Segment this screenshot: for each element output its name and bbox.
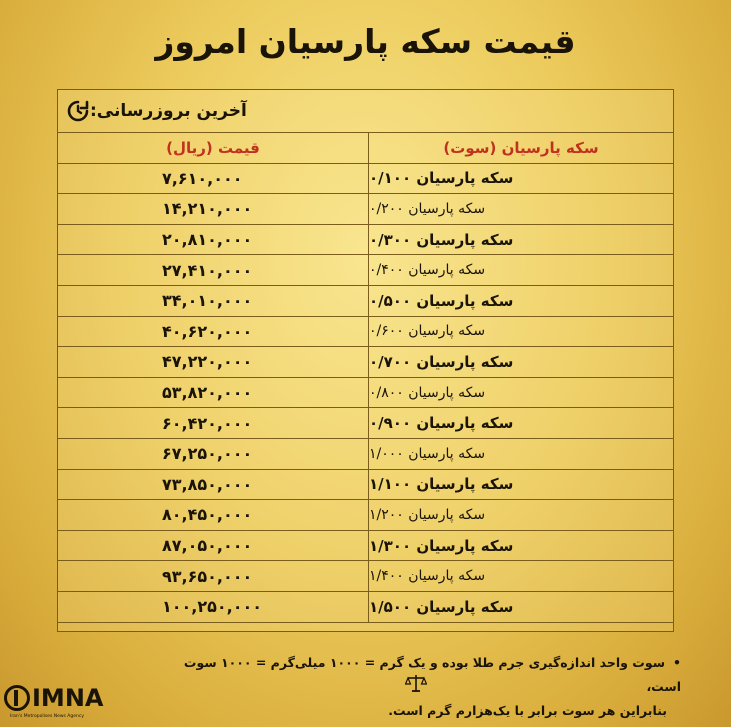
price-cell: ۵۳,۸۲۰,۰۰۰	[58, 378, 368, 409]
coin-name-cell: سکه پارسیان ۱/۴۰۰	[368, 561, 673, 592]
price-cell: ۲۷,۴۱۰,۰۰۰	[58, 255, 368, 286]
price-table	[57, 89, 674, 632]
price-grid	[58, 133, 673, 623]
coin-name-cell: سکه پارسیان ۰/۸۰۰	[368, 378, 673, 409]
price-cell: ۶۰,۴۲۰,۰۰۰	[58, 408, 368, 439]
price-cell: ۲۰,۸۱۰,۰۰۰	[58, 225, 368, 256]
note-line-2: بنابراین هر سوت برابر با یک‌هزارم گرم است.	[388, 703, 667, 718]
price-cell: ۱۴,۲۱۰,۰۰۰	[58, 194, 368, 225]
coin-name-cell: سکه پارسیان ۱/۲۰۰	[368, 500, 673, 531]
coin-name-cell: سکه پارسیان ۱/۰۰۰	[368, 439, 673, 470]
page-title: قیمت سکه پارسیان امروز	[155, 22, 576, 61]
price-cell: ۴۰,۶۲۰,۰۰۰	[58, 317, 368, 348]
price-cell: ۴۷,۲۲۰,۰۰۰	[58, 347, 368, 378]
logo-subtext: Iran's Metropolises News Agency	[10, 714, 84, 719]
last-update-label: آخرین بروزرسانی:	[90, 101, 247, 121]
coin-name-cell: سکه پارسیان ۰/۴۰۰	[368, 255, 673, 286]
coin-name-cell: سکه پارسیان ۰/۵۰۰	[368, 286, 673, 317]
header-price: قیمت (ریال)	[58, 133, 368, 164]
price-cell: ۶۷,۲۵۰,۰۰۰	[58, 439, 368, 470]
refresh-clock-icon	[66, 99, 90, 123]
last-update-row	[58, 90, 673, 133]
price-cell: ۷۳,۸۵۰,۰۰۰	[58, 470, 368, 501]
coin-name-cell: سکه پارسیان ۱/۱۰۰	[368, 470, 673, 501]
imna-logo: IMNA	[4, 684, 103, 712]
coin-name-cell: سکه پارسیان ۱/۳۰۰	[368, 531, 673, 562]
price-cell: ۹۳,۶۵۰,۰۰۰	[58, 561, 368, 592]
coin-name-cell: سکه پارسیان ۰/۹۰۰	[368, 408, 673, 439]
logo-ring-icon	[4, 685, 30, 711]
header-name: سکه پارسیان (سوت)	[368, 133, 673, 164]
price-cell: ۸۷,۰۵۰,۰۰۰	[58, 531, 368, 562]
coin-name-cell: سکه پارسیان ۱/۵۰۰	[368, 592, 673, 623]
price-cell: ۸۰,۴۵۰,۰۰۰	[58, 500, 368, 531]
coin-name-cell: سکه پارسیان ۰/۲۰۰	[368, 194, 673, 225]
scale-icon	[405, 673, 427, 693]
price-cell: ۱۰۰,۲۵۰,۰۰۰	[58, 592, 368, 623]
coin-name-cell: سکه پارسیان ۰/۷۰۰	[368, 347, 673, 378]
coin-name-cell: سکه پارسیان ۰/۳۰۰	[368, 225, 673, 256]
bullet-icon: •	[673, 655, 681, 670]
note-line-1: •سوت واحد اندازه‌گیری جرم طلا بوده و یک گرم = ۱۰۰۰ میلی‌گرم = ۱۰۰۰ سوت است،	[161, 651, 681, 699]
price-cell: ۷,۶۱۰,۰۰۰	[58, 164, 368, 195]
coin-name-cell: سکه پارسیان ۰/۱۰۰	[368, 164, 673, 195]
price-cell: ۳۴,۰۱۰,۰۰۰	[58, 286, 368, 317]
coin-name-cell: سکه پارسیان ۰/۶۰۰	[368, 317, 673, 348]
